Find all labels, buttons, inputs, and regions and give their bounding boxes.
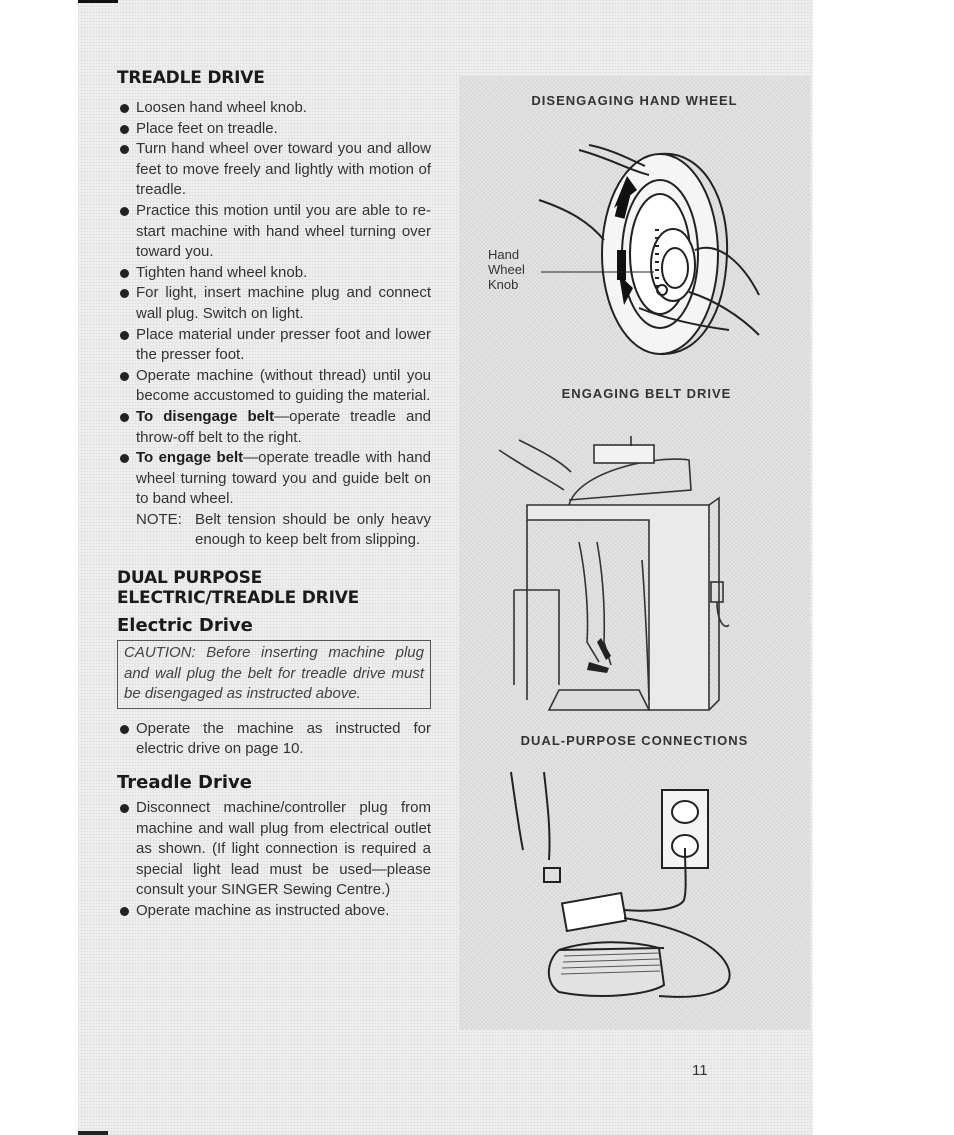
list-item-disengage	[117, 407, 431, 448]
scan-edge-mark-bottom	[78, 1131, 108, 1135]
connections-caption: DUAL-PURPOSE CONNECTIONS	[520, 733, 749, 748]
connections-illustration	[459, 760, 810, 1030]
disengage-text: —operate treadle and throw-off belt to the right.	[136, 407, 431, 446]
text-column	[117, 68, 431, 922]
list-item: Practice this motion until you are able to re-start machine with hand wheel turning over toward you.	[117, 201, 431, 263]
electric-steps-list	[117, 719, 431, 760]
list-item: Operate machine (without thread) until you become accustomed to guiding the material.	[117, 366, 431, 407]
belt-drive-caption: ENGAGING BELT DRIVE	[561, 386, 732, 401]
hand-wheel-knob-label	[488, 247, 525, 292]
dual-purpose-heading-line1: DUAL PURPOSE	[117, 568, 263, 589]
list-item-engage	[117, 448, 431, 510]
note-text: Belt tension should be only heavy enough to keep belt from slipping.	[195, 510, 431, 549]
scan-edge-mark	[78, 0, 118, 3]
electric-drive-heading: Electric Drive	[117, 615, 253, 637]
engage-lead: To engage belt	[136, 449, 244, 467]
treadle-drive-steps-list	[117, 798, 431, 922]
belt-drive-illustration	[459, 410, 810, 720]
treadle-steps-list	[117, 98, 431, 510]
treadle-drive-heading: TREADLE DRIVE	[117, 68, 265, 88]
disengage-lead: To disengage belt	[136, 407, 275, 425]
list-item: Tighten hand wheel knob.	[117, 263, 431, 284]
list-item: Operate machine as instructed above.	[117, 901, 431, 922]
belt-tension-note	[117, 510, 431, 551]
list-item: Operate the machine as instructed for electric drive on page 10.	[117, 719, 431, 760]
dual-purpose-heading-line2: ELECTRIC/TREADLE DRIVE	[117, 588, 360, 609]
label-line: Wheel	[488, 262, 525, 277]
list-item: Place feet on treadle.	[117, 119, 431, 140]
label-line: Hand	[488, 247, 520, 262]
list-item: Turn hand wheel over toward you and allow feet to move freely and lightly with motion of treadle.	[117, 139, 431, 201]
engage-text: —operate treadle with hand wheel turning toward you and guide belt on to band wheel.	[136, 449, 431, 508]
page-number: 11	[692, 1062, 708, 1079]
note-label: NOTE:	[136, 510, 182, 528]
list-item: Place material under presser foot and lower the presser foot.	[117, 325, 431, 366]
list-item: For light, insert machine plug and connect wall plug. Switch on light.	[117, 283, 431, 324]
hand-wheel-caption: DISENGAGING HAND WHEEL	[531, 93, 738, 108]
list-item: Loosen hand wheel knob.	[117, 98, 431, 119]
list-item: Disconnect machine/controller plug from machine and wall plug from electrical outlet as shown. (If light connection is required a special light lead must be used—please consult your SINGER Sewing Centre.)	[117, 798, 431, 901]
treadle-drive-subheading: Treadle Drive	[117, 772, 252, 794]
label-line: Knob	[488, 277, 519, 292]
caution-box: CAUTION: Before inserting machine plug and wall plug the belt for treadle drive must be disengaged as instructed above.	[117, 640, 431, 709]
